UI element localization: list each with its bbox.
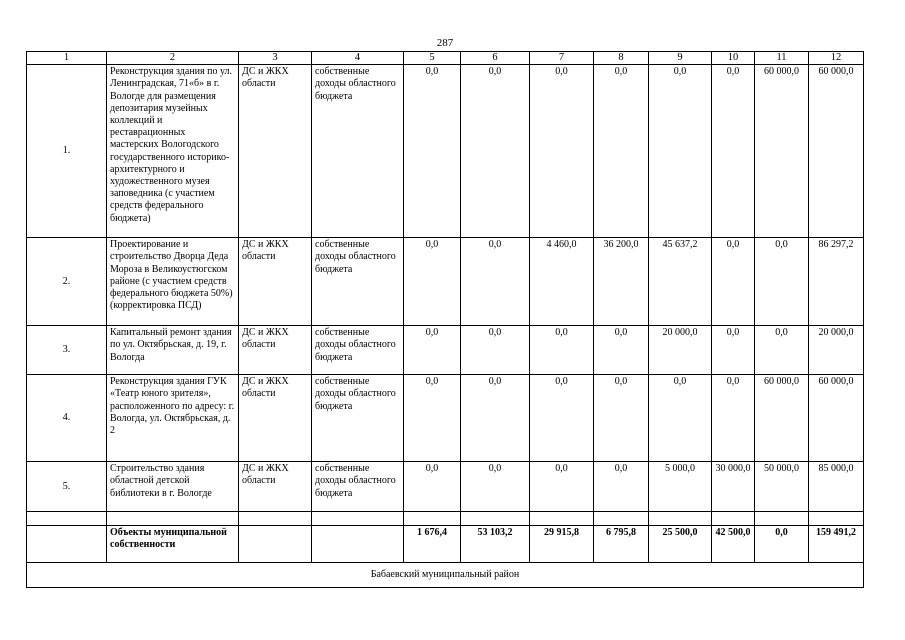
- spacer-row: [27, 512, 864, 526]
- value-cell: 0,0: [594, 65, 649, 238]
- value-cell: 0,0: [530, 326, 594, 375]
- value-cell: 0,0: [404, 65, 461, 238]
- header-row: [27, 52, 864, 65]
- total-value: 53 103,2: [461, 526, 530, 563]
- header-cell: 11: [755, 52, 809, 65]
- empty-cell: [239, 512, 312, 526]
- value-cell: 0,0: [461, 65, 530, 238]
- funding-source: собственные доходы областного бюджета: [312, 462, 404, 512]
- object-name: Строительство здания областной детской библиотеки в г. Вологде: [107, 462, 239, 512]
- value-cell: 86 297,2: [809, 238, 864, 326]
- funding-source: собственные доходы областного бюджета: [312, 65, 404, 238]
- header-cell: 2: [107, 52, 239, 65]
- header-cell: 6: [461, 52, 530, 65]
- total-value: 25 500,0: [649, 526, 712, 563]
- funding-source: собственные доходы областного бюджета: [312, 326, 404, 375]
- row-number: 2.: [27, 238, 107, 326]
- header-cell: 9: [649, 52, 712, 65]
- budget-table: [26, 51, 864, 588]
- value-cell: 0,0: [461, 326, 530, 375]
- header-cell: 12: [809, 52, 864, 65]
- value-cell: 0,0: [530, 65, 594, 238]
- customer: ДС и ЖКХ области: [239, 326, 312, 375]
- object-name: Реконструкция здания ГУК «Театр юного зрителя», расположенного по адресу: г. Вологда, ул. Октябрьская, д. 2: [107, 375, 239, 462]
- value-cell: 0,0: [404, 462, 461, 512]
- value-cell: 30 000,0: [712, 462, 755, 512]
- empty-cell: [594, 512, 649, 526]
- funding-source: собственные доходы областного бюджета: [312, 238, 404, 326]
- value-cell: 0,0: [461, 238, 530, 326]
- empty-cell: [755, 512, 809, 526]
- value-cell: 60 000,0: [755, 65, 809, 238]
- value-cell: 0,0: [755, 238, 809, 326]
- customer: ДС и ЖКХ области: [239, 238, 312, 326]
- value-cell: 0,0: [649, 65, 712, 238]
- value-cell: 4 460,0: [530, 238, 594, 326]
- value-cell: 36 200,0: [594, 238, 649, 326]
- value-cell: 0,0: [712, 326, 755, 375]
- section-row: [27, 563, 864, 588]
- total-value: 159 491,2: [809, 526, 864, 563]
- customer: ДС и ЖКХ области: [239, 375, 312, 462]
- table-row: [27, 462, 864, 512]
- table-row: [27, 326, 864, 375]
- row-number: 4.: [27, 375, 107, 462]
- empty-cell: [312, 526, 404, 563]
- page-number: 287: [436, 37, 454, 49]
- value-cell: 60 000,0: [755, 375, 809, 462]
- total-label: Объекты муниципальной собственности: [107, 526, 239, 563]
- header-cell: 1: [27, 52, 107, 65]
- value-cell: 0,0: [649, 375, 712, 462]
- value-cell: 0,0: [404, 375, 461, 462]
- header-cell: 10: [712, 52, 755, 65]
- object-name: Реконструкция здания по ул. Ленинградская, 71«б» в г. Вологде для размещения депозитария музейных коллекций и реставрационных мастерских Вологодского государственного историко-архитектурного и художественного музея заповедника (с участием средств федерального бюджета): [107, 65, 239, 238]
- table-row: [27, 65, 864, 238]
- object-name: Проектирование и строительство Дворца Деда Мороза в Великоустюгском районе (с участием средств федерального бюджета 50%) (корректировка ПСД): [107, 238, 239, 326]
- row-number: 5.: [27, 462, 107, 512]
- value-cell: 0,0: [594, 326, 649, 375]
- customer: ДС и ЖКХ области: [239, 65, 312, 238]
- empty-cell: [27, 512, 107, 526]
- value-cell: 60 000,0: [809, 65, 864, 238]
- value-cell: 5 000,0: [649, 462, 712, 512]
- empty-cell: [404, 512, 461, 526]
- table-row: [27, 375, 864, 462]
- section-title: Бабаевский муниципальный район: [27, 563, 864, 588]
- table-row: [27, 238, 864, 326]
- value-cell: 0,0: [404, 326, 461, 375]
- empty-cell: [312, 512, 404, 526]
- header-cell: 7: [530, 52, 594, 65]
- empty-cell: [107, 512, 239, 526]
- row-number: 3.: [27, 326, 107, 375]
- header-cell: 3: [239, 52, 312, 65]
- value-cell: 45 637,2: [649, 238, 712, 326]
- funding-source: собственные доходы областного бюджета: [312, 375, 404, 462]
- total-value: 29 915,8: [530, 526, 594, 563]
- header-cell: 5: [404, 52, 461, 65]
- total-value: 6 795,8: [594, 526, 649, 563]
- empty-cell: [27, 526, 107, 563]
- value-cell: 0,0: [712, 375, 755, 462]
- value-cell: 20 000,0: [809, 326, 864, 375]
- value-cell: 60 000,0: [809, 375, 864, 462]
- value-cell: 0,0: [530, 462, 594, 512]
- object-name: Капитальный ремонт здания по ул. Октябрьская, д. 19, г. Вологда: [107, 326, 239, 375]
- value-cell: 0,0: [461, 462, 530, 512]
- value-cell: 0,0: [594, 375, 649, 462]
- header-cell: 8: [594, 52, 649, 65]
- value-cell: 85 000,0: [809, 462, 864, 512]
- empty-cell: [530, 512, 594, 526]
- value-cell: 0,0: [461, 375, 530, 462]
- total-row: [27, 526, 864, 563]
- empty-cell: [461, 512, 530, 526]
- header-cell: 4: [312, 52, 404, 65]
- value-cell: 0,0: [594, 462, 649, 512]
- total-value: 0,0: [755, 526, 809, 563]
- value-cell: 50 000,0: [755, 462, 809, 512]
- empty-cell: [809, 512, 864, 526]
- value-cell: 0,0: [404, 238, 461, 326]
- value-cell: 20 000,0: [649, 326, 712, 375]
- total-value: 42 500,0: [712, 526, 755, 563]
- value-cell: 0,0: [712, 238, 755, 326]
- empty-cell: [712, 512, 755, 526]
- row-number: 1.: [27, 65, 107, 238]
- value-cell: 0,0: [712, 65, 755, 238]
- empty-cell: [239, 526, 312, 563]
- value-cell: 0,0: [530, 375, 594, 462]
- value-cell: 0,0: [755, 326, 809, 375]
- customer: ДС и ЖКХ области: [239, 462, 312, 512]
- empty-cell: [649, 512, 712, 526]
- total-value: 1 676,4: [404, 526, 461, 563]
